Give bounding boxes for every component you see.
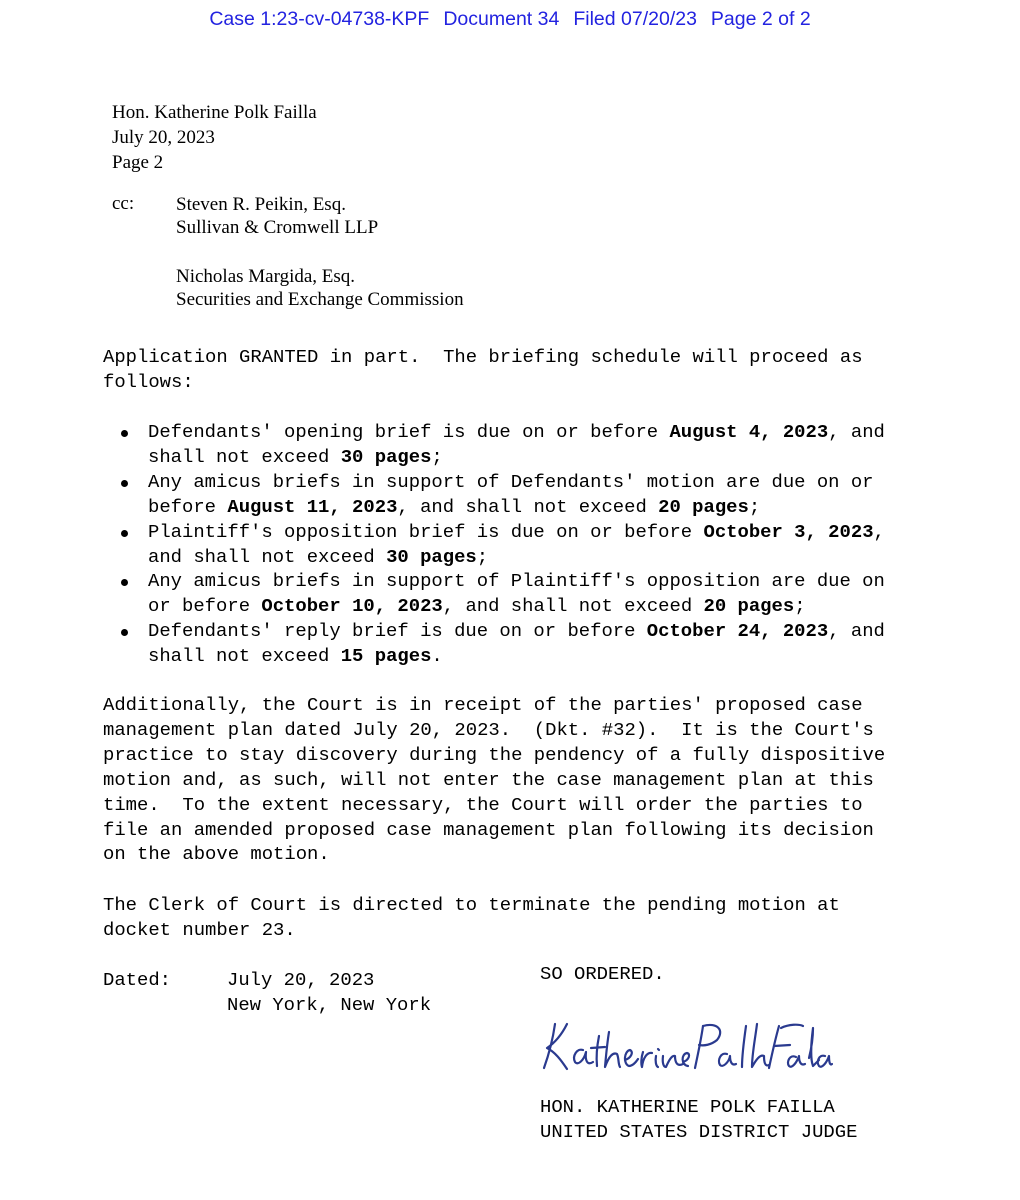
signature-text: Katherine Polk Failla [533,1012,542,1013]
letterhead [112,100,317,175]
filed-date: Filed 07/20/23 [573,8,697,30]
so-ordered: SO ORDERED. [540,963,665,985]
judge-signature [533,1012,833,1074]
dated-place: New York, New York [227,993,432,1016]
clerk-paragraph: The Clerk of Court is directed to terminate the pending motion at docket number 23. [103,894,840,941]
case-management-paragraph: Additionally, the Court is in receipt of the parties' proposed case management plan dated July 20, 2023. (Dkt. #32). It is the Court's practice to stay discovery during the pendency of a fully dispositive motion and, as such, will not enter the case management plan at this time. To the extent necessary, the Court will order the parties to file an amended proposed case management plan following its decision on the above motion. [103,694,886,866]
case-number: Case 1:23-cv-04738-KPF [209,8,430,30]
schedule-item: Plaintiff's opposition brief is due on or before October 3, 2023, and shall not exceed 30 pages; [103,520,885,570]
order-intro: Application GRANTED in part. The briefing schedule will proceed as follows: [103,346,863,393]
schedule-item: Any amicus briefs in support of Defendants' motion are due on or before August 11, 2023, and shall not exceed 20 pages; [103,470,885,520]
cc-recipients [176,193,464,311]
addressee: Hon. Katherine Polk Failla [112,102,317,123]
judge-name: HON. KATHERINE POLK FAILLA [540,1096,835,1118]
dated-block [227,968,431,1018]
document-number: Document 34 [443,8,560,30]
document-header [0,8,1020,31]
cc-name: Steven R. Peikin, Esq. [176,194,346,215]
briefing-schedule [103,420,885,669]
letter-date: July 20, 2023 [112,127,215,148]
letter-page: Page 2 [112,152,164,173]
page-count: Page 2 of 2 [710,8,811,30]
schedule-item: Any amicus briefs in support of Plaintiff's opposition are due on or before October 10, 2023, and shall not exceed 20 pages; [103,569,885,619]
schedule-item: Defendants' opening brief is due on or before August 4, 2023, and shall not exceed 30 pages; [103,420,885,470]
judge-block [540,1095,857,1145]
judge-title: UNITED STATES DISTRICT JUDGE [540,1121,858,1143]
schedule-item: Defendants' reply brief is due on or before October 24, 2023, and shall not exceed 15 pages. [103,619,885,669]
dated-label: Dated: [103,969,172,991]
dated-date: July 20, 2023 [227,969,375,991]
cc-name: Nicholas Margida, Esq. [176,266,356,287]
cc-label: cc: [112,193,135,214]
cc-org: Sullivan & Cromwell LLP [176,217,379,238]
cc-org: Securities and Exchange Commission [176,289,464,310]
